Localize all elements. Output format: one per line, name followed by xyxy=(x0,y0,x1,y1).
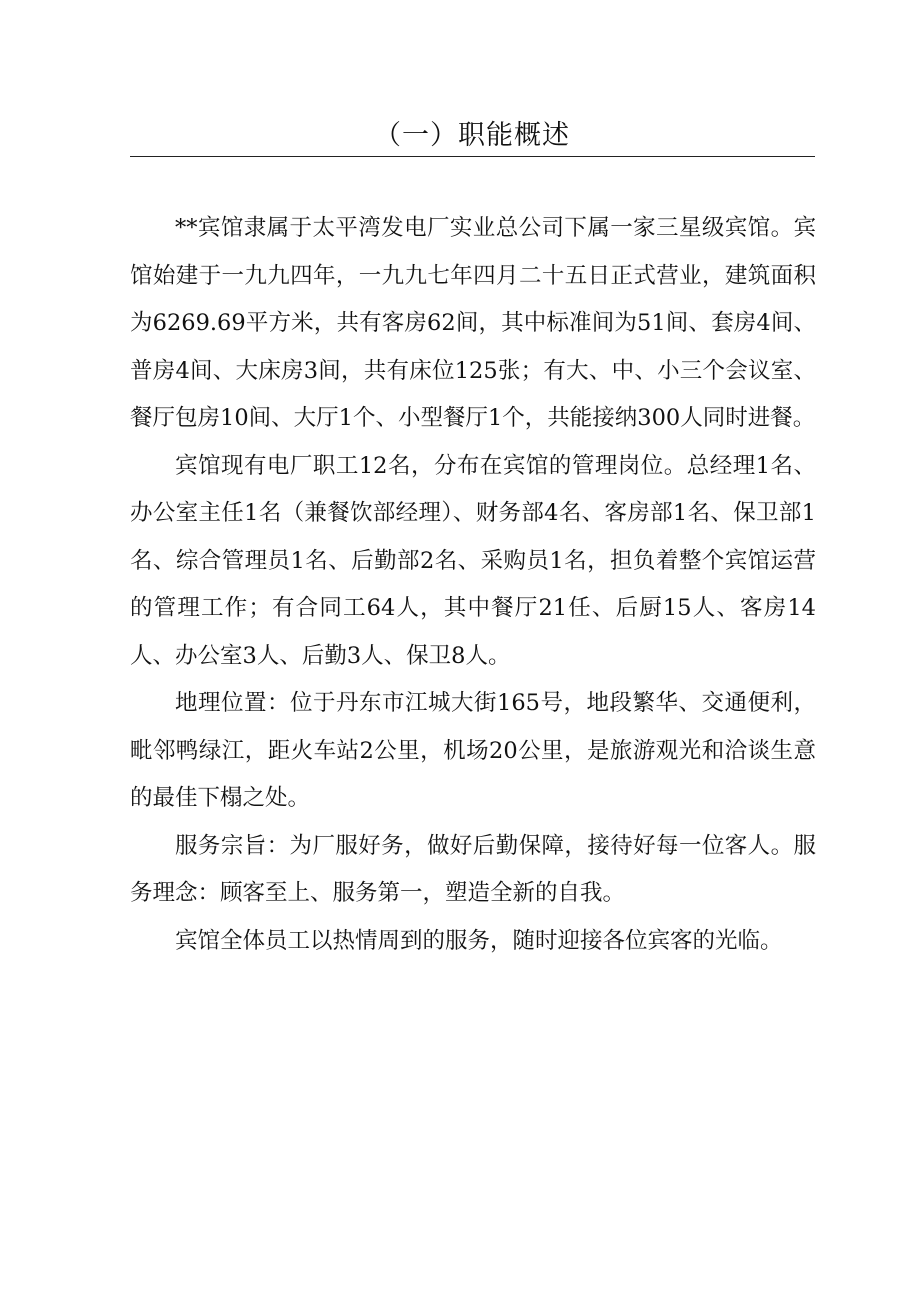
paragraph-welcome: 宾馆全体员工以热情周到的服务，随时迎接各位宾客的光临。 xyxy=(175,927,783,954)
paragraph-service-purpose: 服务宗旨：为厂服好务，做好后勤保障，接待好每一位客人。服务理念：顾客至上、服务第一，塑造全新的自我。 xyxy=(130,832,816,906)
title-underline xyxy=(130,156,815,157)
paragraph-overview: **宾馆隶属于太平湾发电厂实业总公司下属一家三星级宾馆。宾馆始建于一九九四年，一九九七年四月二十五日正式营业，建筑面积为6269.69平方米，共有客房62间，其中标准间为51间、套房4间、普房4间、大床房3间，共有床位125张；有大、中、小三个会议室、餐厅包房10间、大厅1个、小型餐厅1个，共能接纳300人同时进餐。 xyxy=(130,215,816,431)
section-title: （一）职能概述 xyxy=(374,120,570,151)
paragraph-staff: 宾馆现有电厂职工12名，分布在宾馆的管理岗位。总经理1名、办公室主任1名（兼餐饮部经理）、财务部4名、客房部1名、保卫部1名、综合管理员1名、后勤部2名、采购员1名，担负着整个宾馆运营的管理工作；有合同工64人，其中餐厅21任、后厨15人、客房14人、办公室3人、后勤3人、保卫8人。 xyxy=(130,452,816,669)
document-body xyxy=(130,205,816,965)
paragraph-location: 地理位置：位于丹东市江城大街165号，地段繁华、交通便利，毗邻鸭绿江，距火车站2公里，机场20公里，是旅游观光和洽谈生意的最佳下榻之处。 xyxy=(130,690,816,811)
